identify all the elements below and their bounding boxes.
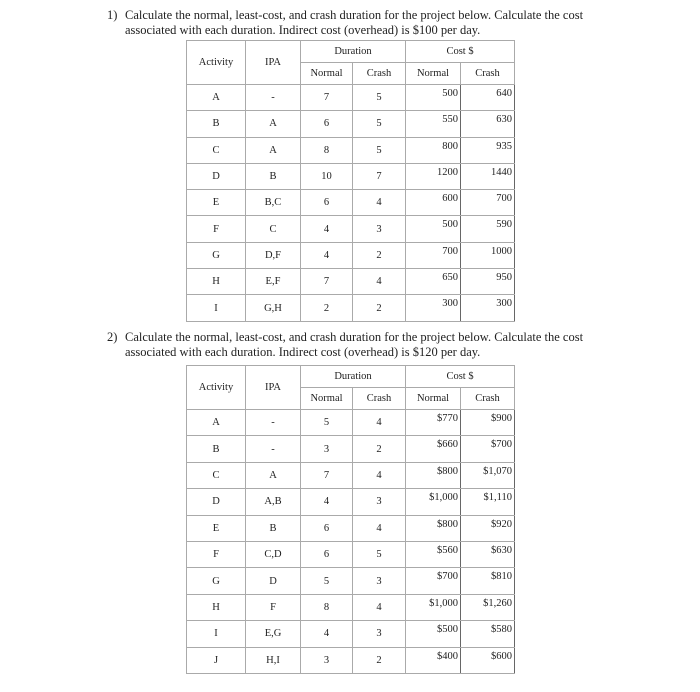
header-duration-crash: Crash (353, 388, 406, 410)
cell-crash-cost: 590 (461, 216, 515, 242)
cell-normal-cost: 500 (406, 216, 461, 242)
header-cost-normal: Normal (406, 388, 461, 410)
question-2 (107, 330, 607, 360)
table-row (187, 462, 515, 488)
header-cost: Cost $ (406, 366, 515, 388)
cell-crash-duration: 2 (353, 436, 406, 462)
cell-normal-duration: 2 (301, 295, 353, 321)
cell-crash-duration: 7 (353, 163, 406, 189)
cell-crash-cost: $1,070 (461, 462, 515, 488)
table-row (187, 190, 515, 216)
cell-normal-cost: $1,000 (406, 489, 461, 515)
cell-normal-duration: 6 (301, 541, 353, 567)
cell-crash-cost: $920 (461, 515, 515, 541)
cell-normal-cost: $400 (406, 647, 461, 673)
table-row (187, 515, 515, 541)
cell-ipa: - (246, 410, 301, 436)
table-row (187, 647, 515, 673)
cell-crash-duration: 4 (353, 269, 406, 295)
cell-normal-duration: 5 (301, 410, 353, 436)
cell-ipa: G,H (246, 295, 301, 321)
cell-activity: I (187, 621, 246, 647)
cell-activity: A (187, 85, 246, 111)
table-row (187, 568, 515, 594)
cell-crash-duration: 4 (353, 462, 406, 488)
cell-normal-cost: $660 (406, 436, 461, 462)
cell-crash-cost: 300 (461, 295, 515, 321)
cell-crash-cost: $810 (461, 568, 515, 594)
cell-ipa: A (246, 462, 301, 488)
cell-crash-cost: 950 (461, 269, 515, 295)
cell-normal-cost: 300 (406, 295, 461, 321)
table-row (187, 594, 515, 620)
cell-normal-cost: $800 (406, 515, 461, 541)
cell-normal-duration: 4 (301, 621, 353, 647)
cell-ipa: A,B (246, 489, 301, 515)
table-row (187, 410, 515, 436)
cell-ipa: D (246, 568, 301, 594)
question-number: 1) (107, 8, 118, 22)
cell-normal-duration: 3 (301, 436, 353, 462)
table-row (187, 436, 515, 462)
header-row (187, 41, 515, 63)
header-ipa: IPA (246, 41, 301, 85)
cell-normal-duration: 8 (301, 594, 353, 620)
cell-normal-duration: 4 (301, 242, 353, 268)
cell-ipa: H,I (246, 647, 301, 673)
cell-crash-cost: 700 (461, 190, 515, 216)
cell-crash-cost: $1,260 (461, 594, 515, 620)
cell-crash-duration: 4 (353, 410, 406, 436)
cell-crash-duration: 5 (353, 111, 406, 137)
cell-crash-cost: $700 (461, 436, 515, 462)
cell-crash-cost: $580 (461, 621, 515, 647)
question-text: Calculate the normal, least-cost, and crash duration for the project below. Calculate the cost associated with each duration. Indirect cost (overhead) is $100 per day. (125, 8, 584, 37)
cell-activity: H (187, 269, 246, 295)
cell-normal-cost: 550 (406, 111, 461, 137)
header-activity: Activity (187, 41, 246, 85)
header-cost-crash: Crash (461, 63, 515, 85)
cell-normal-cost: $560 (406, 541, 461, 567)
cell-normal-duration: 6 (301, 515, 353, 541)
cell-activity: B (187, 436, 246, 462)
header-row (187, 366, 515, 388)
cell-ipa: C,D (246, 541, 301, 567)
cell-ipa: F (246, 594, 301, 620)
question-1 (107, 8, 607, 38)
table-row (187, 137, 515, 163)
header-cost: Cost $ (406, 41, 515, 63)
header-cost-normal: Normal (406, 63, 461, 85)
header-ipa: IPA (246, 366, 301, 410)
cell-activity: C (187, 462, 246, 488)
cell-ipa: E,G (246, 621, 301, 647)
cell-activity: C (187, 137, 246, 163)
table-row (187, 621, 515, 647)
cell-normal-cost: 700 (406, 242, 461, 268)
cell-ipa: A (246, 111, 301, 137)
cell-activity: J (187, 647, 246, 673)
activity-table-2 (186, 365, 515, 674)
cell-normal-cost: $1,000 (406, 594, 461, 620)
cell-normal-duration: 7 (301, 269, 353, 295)
cell-ipa: D,F (246, 242, 301, 268)
header-duration-normal: Normal (301, 63, 353, 85)
cell-crash-duration: 3 (353, 489, 406, 515)
cell-activity: G (187, 242, 246, 268)
cell-activity: H (187, 594, 246, 620)
table-row (187, 163, 515, 189)
cell-normal-duration: 6 (301, 111, 353, 137)
cell-normal-duration: 6 (301, 190, 353, 216)
cell-crash-duration: 5 (353, 85, 406, 111)
cell-activity: G (187, 568, 246, 594)
cell-crash-duration: 2 (353, 647, 406, 673)
cell-crash-duration: 3 (353, 216, 406, 242)
cell-normal-duration: 4 (301, 216, 353, 242)
cell-crash-cost: 1000 (461, 242, 515, 268)
cell-crash-cost: 640 (461, 85, 515, 111)
cell-crash-cost: 630 (461, 111, 515, 137)
cell-ipa: - (246, 85, 301, 111)
table-row (187, 216, 515, 242)
cell-normal-cost: $770 (406, 410, 461, 436)
cell-normal-duration: 7 (301, 462, 353, 488)
cell-ipa: E,F (246, 269, 301, 295)
header-cost-crash: Crash (461, 388, 515, 410)
cell-crash-cost: $900 (461, 410, 515, 436)
cell-normal-cost: 1200 (406, 163, 461, 189)
cell-ipa: A (246, 137, 301, 163)
cell-normal-cost: 500 (406, 85, 461, 111)
cell-activity: F (187, 541, 246, 567)
cell-ipa: B (246, 515, 301, 541)
cell-crash-duration: 3 (353, 568, 406, 594)
table-row (187, 269, 515, 295)
header-duration-crash: Crash (353, 63, 406, 85)
cell-ipa: - (246, 436, 301, 462)
cell-ipa: C (246, 216, 301, 242)
cell-crash-cost: 1440 (461, 163, 515, 189)
cell-normal-cost: $800 (406, 462, 461, 488)
question-number: 2) (107, 330, 118, 344)
header-activity: Activity (187, 366, 246, 410)
header-duration-normal: Normal (301, 388, 353, 410)
cell-crash-cost: 935 (461, 137, 515, 163)
cell-normal-duration: 4 (301, 489, 353, 515)
table-row (187, 489, 515, 515)
cell-normal-cost: $500 (406, 621, 461, 647)
header-duration: Duration (301, 366, 406, 388)
table-row (187, 242, 515, 268)
cell-normal-cost: 600 (406, 190, 461, 216)
cell-crash-cost: $600 (461, 647, 515, 673)
cell-activity: D (187, 163, 246, 189)
cell-normal-duration: 10 (301, 163, 353, 189)
cell-normal-cost: 800 (406, 137, 461, 163)
cell-crash-duration: 4 (353, 515, 406, 541)
cell-crash-cost: $630 (461, 541, 515, 567)
cell-activity: A (187, 410, 246, 436)
cell-normal-duration: 7 (301, 85, 353, 111)
question-text: Calculate the normal, least-cost, and crash duration for the project below. Calculate the cost associated with each duration. Indirect cost (overhead) is $120 per day. (125, 330, 584, 359)
table-row (187, 111, 515, 137)
cell-normal-duration: 5 (301, 568, 353, 594)
cell-activity: E (187, 515, 246, 541)
cell-crash-duration: 2 (353, 295, 406, 321)
table-row (187, 85, 515, 111)
cell-activity: D (187, 489, 246, 515)
cell-crash-duration: 4 (353, 190, 406, 216)
table-row (187, 295, 515, 321)
cell-crash-duration: 5 (353, 541, 406, 567)
header-duration: Duration (301, 41, 406, 63)
table-row (187, 541, 515, 567)
cell-activity: F (187, 216, 246, 242)
cell-activity: E (187, 190, 246, 216)
cell-activity: I (187, 295, 246, 321)
cell-ipa: B (246, 163, 301, 189)
activity-table-1 (186, 40, 515, 322)
cell-crash-duration: 5 (353, 137, 406, 163)
cell-normal-cost: $700 (406, 568, 461, 594)
cell-normal-cost: 650 (406, 269, 461, 295)
cell-crash-cost: $1,110 (461, 489, 515, 515)
cell-normal-duration: 3 (301, 647, 353, 673)
cell-crash-duration: 2 (353, 242, 406, 268)
cell-crash-duration: 4 (353, 594, 406, 620)
cell-ipa: B,C (246, 190, 301, 216)
cell-normal-duration: 8 (301, 137, 353, 163)
cell-activity: B (187, 111, 246, 137)
cell-crash-duration: 3 (353, 621, 406, 647)
